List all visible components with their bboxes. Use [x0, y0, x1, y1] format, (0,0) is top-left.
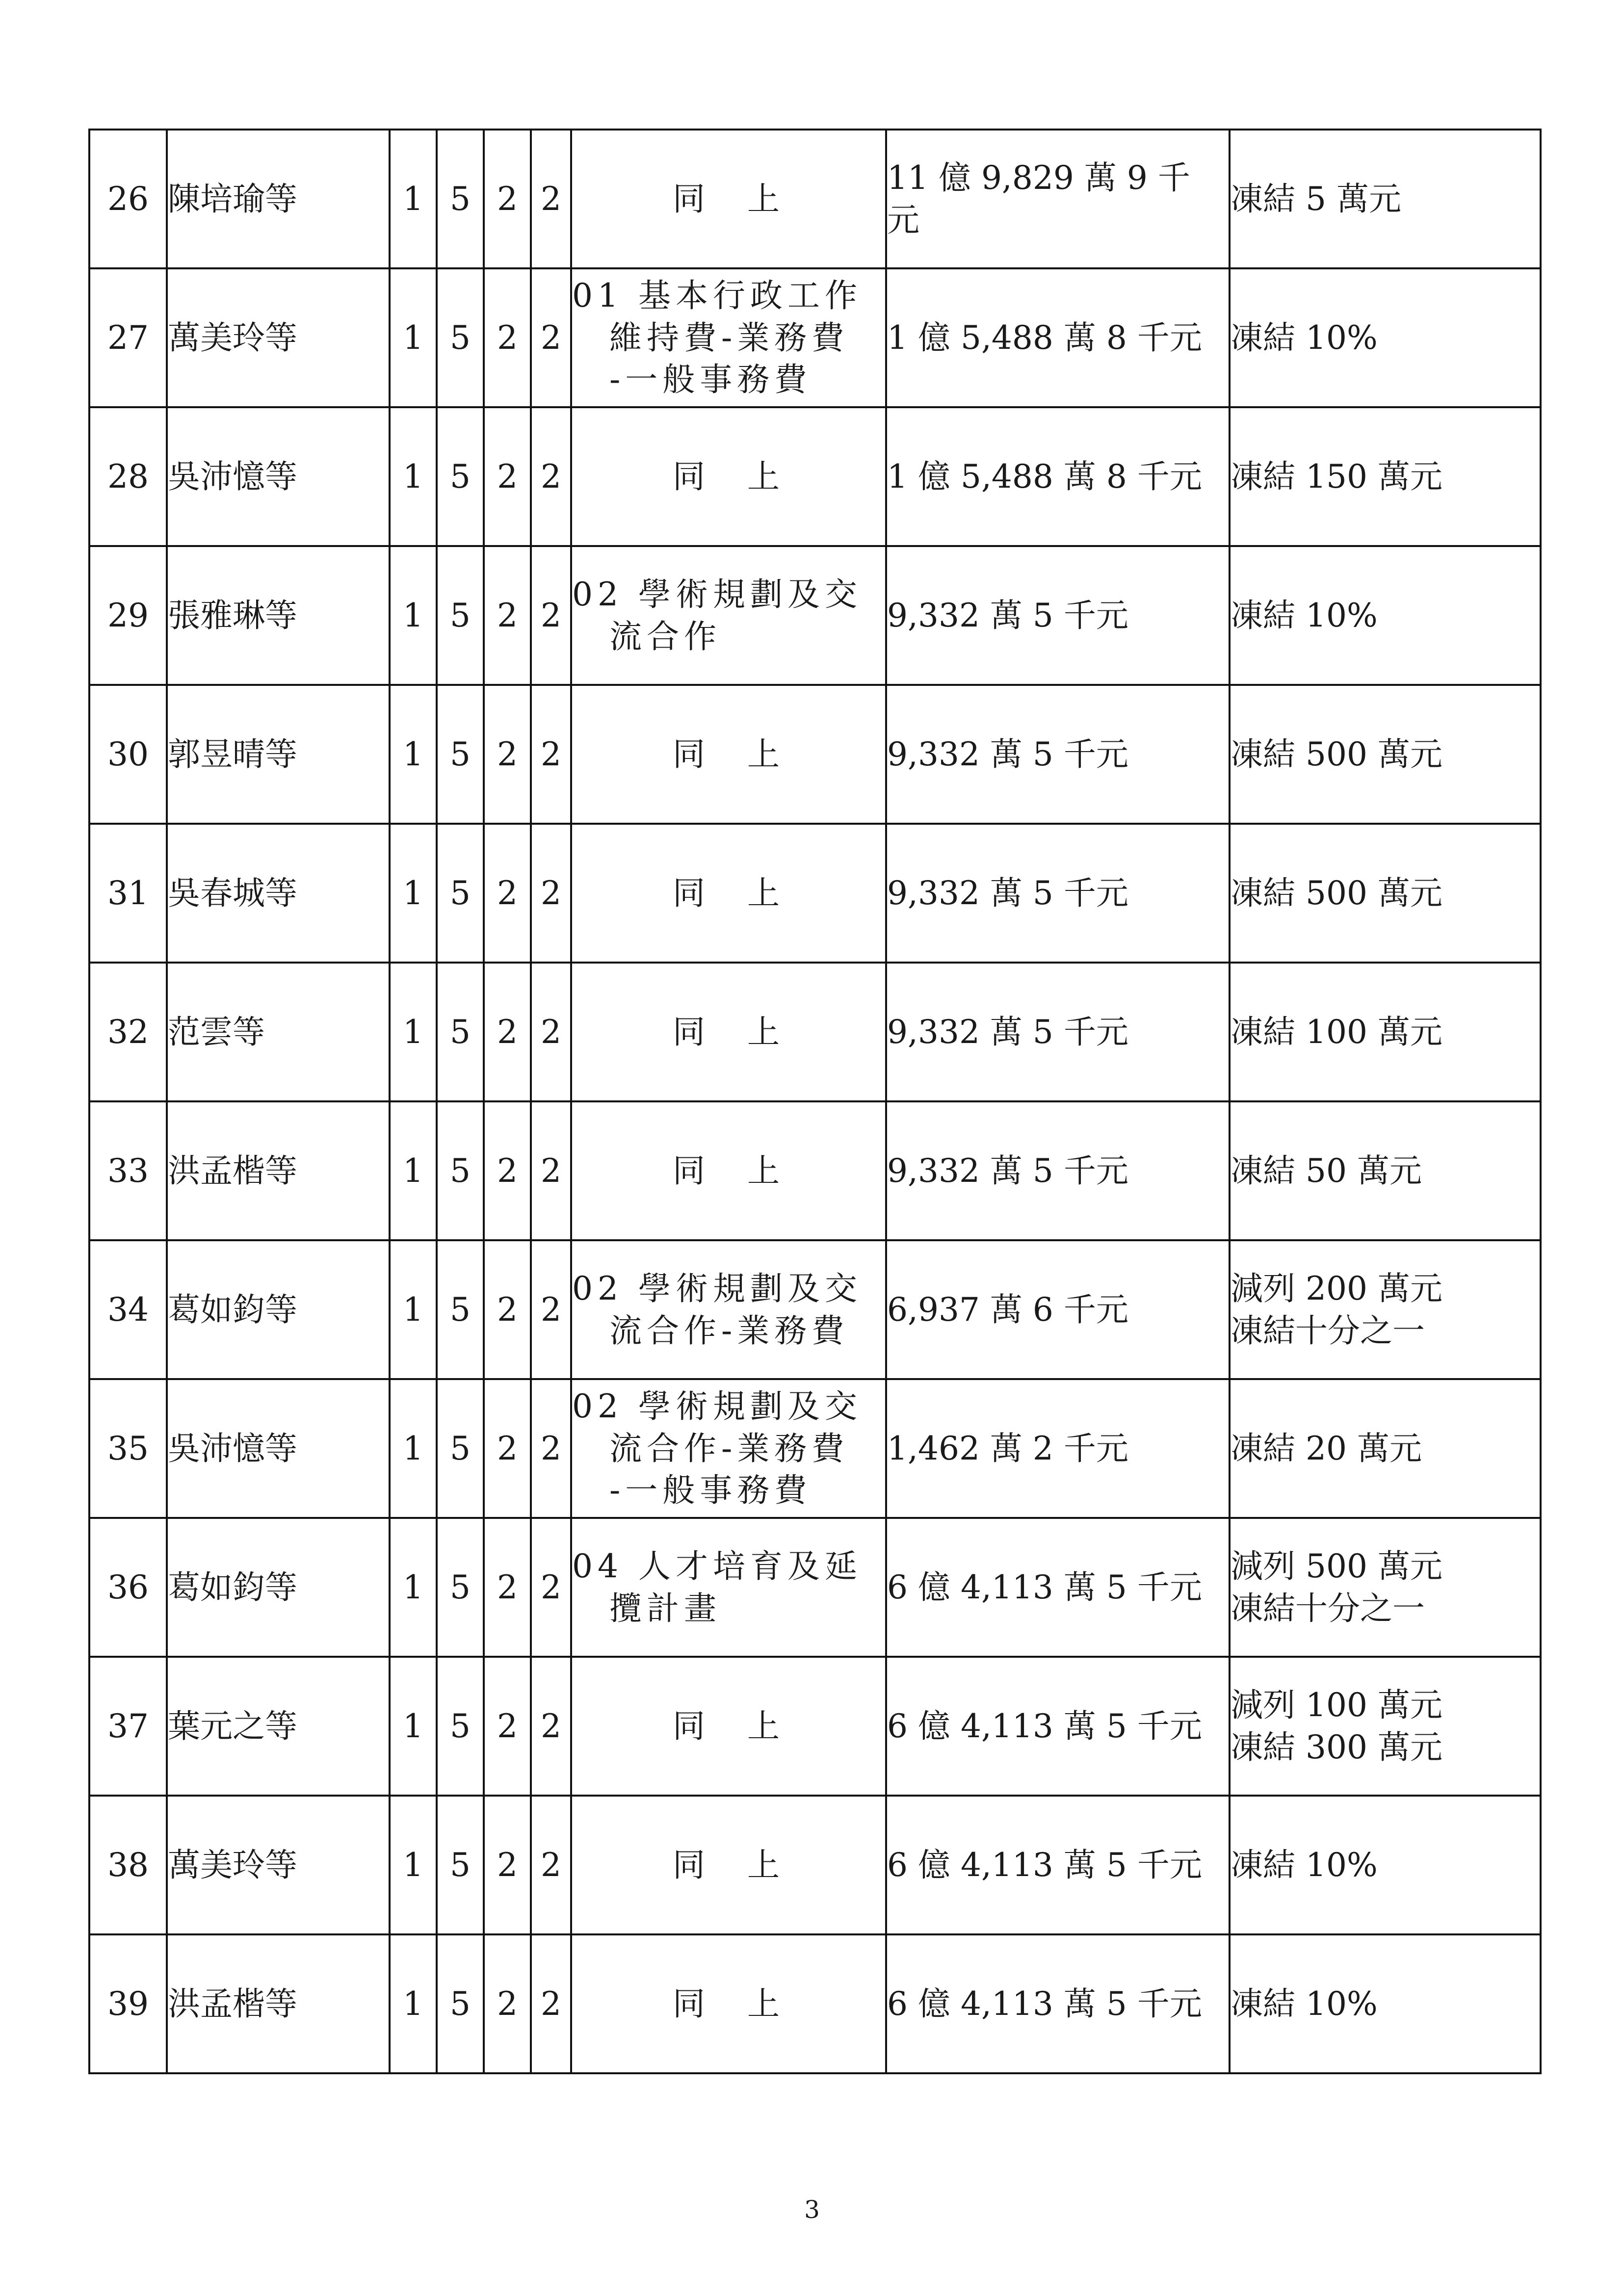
- row-number: 30: [89, 685, 167, 824]
- budget-item: 同 上: [571, 1101, 886, 1240]
- row-number: 38: [89, 1796, 167, 1934]
- row-number: 37: [89, 1657, 167, 1796]
- code-digit-1: 1: [390, 546, 437, 685]
- code-digit-2: 5: [437, 1101, 484, 1240]
- code-digit-2: 5: [437, 546, 484, 685]
- code-digit-4: 2: [531, 268, 571, 407]
- proposer-name: 洪孟楷等: [167, 1101, 390, 1240]
- resolution-action: 凍結 10%: [1230, 268, 1541, 407]
- budget-amount: 11 億 9,829 萬 9 千 元: [886, 130, 1230, 268]
- budget-item: 同 上: [571, 1934, 886, 2073]
- row-number: 29: [89, 546, 167, 685]
- code-digit-2: 5: [437, 268, 484, 407]
- code-digit-2: 5: [437, 685, 484, 824]
- table-row: [89, 963, 1541, 1101]
- budget-amount: 9,332 萬 5 千元: [886, 824, 1230, 963]
- budget-amount: 1 億 5,488 萬 8 千元: [886, 268, 1230, 407]
- code-digit-4: 2: [531, 824, 571, 963]
- resolution-action: 凍結 100 萬元: [1230, 963, 1541, 1101]
- code-digit-3: 2: [484, 407, 531, 546]
- code-digit-3: 2: [484, 1796, 531, 1934]
- proposer-name: 吳沛憶等: [167, 407, 390, 546]
- proposer-name: 陳培瑜等: [167, 130, 390, 268]
- table-row: [89, 1657, 1541, 1796]
- resolution-action: 凍結 50 萬元: [1230, 1101, 1541, 1240]
- resolution-action: 凍結 20 萬元: [1230, 1379, 1541, 1518]
- code-digit-2: 5: [437, 963, 484, 1101]
- code-digit-3: 2: [484, 268, 531, 407]
- code-digit-3: 2: [484, 130, 531, 268]
- resolution-action: 凍結 500 萬元: [1230, 685, 1541, 824]
- budget-item: 同 上: [571, 963, 886, 1101]
- code-digit-4: 2: [531, 963, 571, 1101]
- table-body: [89, 130, 1541, 2073]
- code-digit-2: 5: [437, 1518, 484, 1657]
- code-digit-1: 1: [390, 1240, 437, 1379]
- proposer-name: 郭昱晴等: [167, 685, 390, 824]
- row-number: 28: [89, 407, 167, 546]
- code-digit-1: 1: [390, 407, 437, 546]
- budget-item: 同 上: [571, 407, 886, 546]
- code-digit-2: 5: [437, 1796, 484, 1934]
- resolution-action: 凍結 500 萬元: [1230, 824, 1541, 963]
- resolution-action: 減列 500 萬元 凍結十分之一: [1230, 1518, 1541, 1657]
- proposer-name: 洪孟楷等: [167, 1934, 390, 2073]
- table-row: [89, 546, 1541, 685]
- proposer-name: 萬美玲等: [167, 268, 390, 407]
- budget-item: 同 上: [571, 1796, 886, 1934]
- code-digit-1: 1: [390, 963, 437, 1101]
- code-digit-2: 5: [437, 1240, 484, 1379]
- code-digit-4: 2: [531, 1657, 571, 1796]
- budget-item: 02 學術規劃及交 流合作-業務費: [571, 1240, 886, 1379]
- code-digit-3: 2: [484, 546, 531, 685]
- code-digit-4: 2: [531, 685, 571, 824]
- budget-amount: 6 億 4,113 萬 5 千元: [886, 1934, 1230, 2073]
- table-row: [89, 685, 1541, 824]
- resolution-action: 凍結 5 萬元: [1230, 130, 1541, 268]
- budget-amount: 6 億 4,113 萬 5 千元: [886, 1657, 1230, 1796]
- code-digit-4: 2: [531, 130, 571, 268]
- budget-amount: 9,332 萬 5 千元: [886, 685, 1230, 824]
- code-digit-1: 1: [390, 685, 437, 824]
- budget-amount: 6 億 4,113 萬 5 千元: [886, 1518, 1230, 1657]
- code-digit-2: 5: [437, 1934, 484, 2073]
- budget-motion-table: [88, 129, 1542, 2074]
- table-row: [89, 1240, 1541, 1379]
- code-digit-3: 2: [484, 1934, 531, 2073]
- row-number: 31: [89, 824, 167, 963]
- budget-item: 04 人才培育及延 攬計畫: [571, 1518, 886, 1657]
- table-row: [89, 407, 1541, 546]
- budget-amount: 1,462 萬 2 千元: [886, 1379, 1230, 1518]
- code-digit-3: 2: [484, 1240, 531, 1379]
- code-digit-3: 2: [484, 963, 531, 1101]
- budget-amount: 1 億 5,488 萬 8 千元: [886, 407, 1230, 546]
- table-row: [89, 1934, 1541, 2073]
- budget-item: 同 上: [571, 130, 886, 268]
- code-digit-1: 1: [390, 1518, 437, 1657]
- budget-amount: 9,332 萬 5 千元: [886, 546, 1230, 685]
- code-digit-3: 2: [484, 1518, 531, 1657]
- proposer-name: 葛如鈞等: [167, 1518, 390, 1657]
- code-digit-2: 5: [437, 1379, 484, 1518]
- row-number: 26: [89, 130, 167, 268]
- budget-amount: 9,332 萬 5 千元: [886, 1101, 1230, 1240]
- code-digit-4: 2: [531, 1101, 571, 1240]
- row-number: 33: [89, 1101, 167, 1240]
- budget-item: 02 學術規劃及交 流合作: [571, 546, 886, 685]
- resolution-action: 凍結 10%: [1230, 546, 1541, 685]
- code-digit-3: 2: [484, 1101, 531, 1240]
- proposer-name: 吳沛憶等: [167, 1379, 390, 1518]
- code-digit-3: 2: [484, 824, 531, 963]
- code-digit-1: 1: [390, 1934, 437, 2073]
- row-number: 35: [89, 1379, 167, 1518]
- code-digit-2: 5: [437, 130, 484, 268]
- row-number: 32: [89, 963, 167, 1101]
- proposer-name: 張雅琳等: [167, 546, 390, 685]
- table-row: [89, 1101, 1541, 1240]
- budget-item: 同 上: [571, 824, 886, 963]
- code-digit-2: 5: [437, 407, 484, 546]
- budget-item: 02 學術規劃及交 流合作-業務費 -一般事務費: [571, 1379, 886, 1518]
- code-digit-3: 2: [484, 685, 531, 824]
- row-number: 36: [89, 1518, 167, 1657]
- budget-amount: 6 億 4,113 萬 5 千元: [886, 1796, 1230, 1934]
- code-digit-4: 2: [531, 1240, 571, 1379]
- resolution-action: 減列 100 萬元 凍結 300 萬元: [1230, 1657, 1541, 1796]
- code-digit-2: 5: [437, 1657, 484, 1796]
- resolution-action: 凍結 150 萬元: [1230, 407, 1541, 546]
- code-digit-4: 2: [531, 546, 571, 685]
- resolution-action: 凍結 10%: [1230, 1796, 1541, 1934]
- proposer-name: 葉元之等: [167, 1657, 390, 1796]
- code-digit-3: 2: [484, 1379, 531, 1518]
- code-digit-4: 2: [531, 1796, 571, 1934]
- code-digit-4: 2: [531, 1518, 571, 1657]
- code-digit-3: 2: [484, 1657, 531, 1796]
- code-digit-4: 2: [531, 407, 571, 546]
- code-digit-2: 5: [437, 824, 484, 963]
- table-row: [89, 1518, 1541, 1657]
- row-number: 27: [89, 268, 167, 407]
- code-digit-1: 1: [390, 1101, 437, 1240]
- code-digit-1: 1: [390, 1796, 437, 1934]
- table-row: [89, 130, 1541, 268]
- table-row: [89, 1796, 1541, 1934]
- code-digit-1: 1: [390, 1379, 437, 1518]
- row-number: 34: [89, 1240, 167, 1379]
- resolution-action: 凍結 10%: [1230, 1934, 1541, 2073]
- code-digit-4: 2: [531, 1934, 571, 2073]
- row-number: 39: [89, 1934, 167, 2073]
- proposer-name: 葛如鈞等: [167, 1240, 390, 1379]
- budget-amount: 6,937 萬 6 千元: [886, 1240, 1230, 1379]
- code-digit-1: 1: [390, 130, 437, 268]
- budget-item: 01 基本行政工作 維持費-業務費 -一般事務費: [571, 268, 886, 407]
- page-number: 3: [804, 2195, 820, 2224]
- budget-amount: 9,332 萬 5 千元: [886, 963, 1230, 1101]
- table-row: [89, 268, 1541, 407]
- table-row: [89, 1379, 1541, 1518]
- proposer-name: 萬美玲等: [167, 1796, 390, 1934]
- proposer-name: 吳春城等: [167, 824, 390, 963]
- budget-item: 同 上: [571, 1657, 886, 1796]
- code-digit-1: 1: [390, 1657, 437, 1796]
- code-digit-4: 2: [531, 1379, 571, 1518]
- budget-item: 同 上: [571, 685, 886, 824]
- code-digit-1: 1: [390, 268, 437, 407]
- resolution-action: 減列 200 萬元 凍結十分之一: [1230, 1240, 1541, 1379]
- table-row: [89, 824, 1541, 963]
- code-digit-1: 1: [390, 824, 437, 963]
- proposer-name: 范雲等: [167, 963, 390, 1101]
